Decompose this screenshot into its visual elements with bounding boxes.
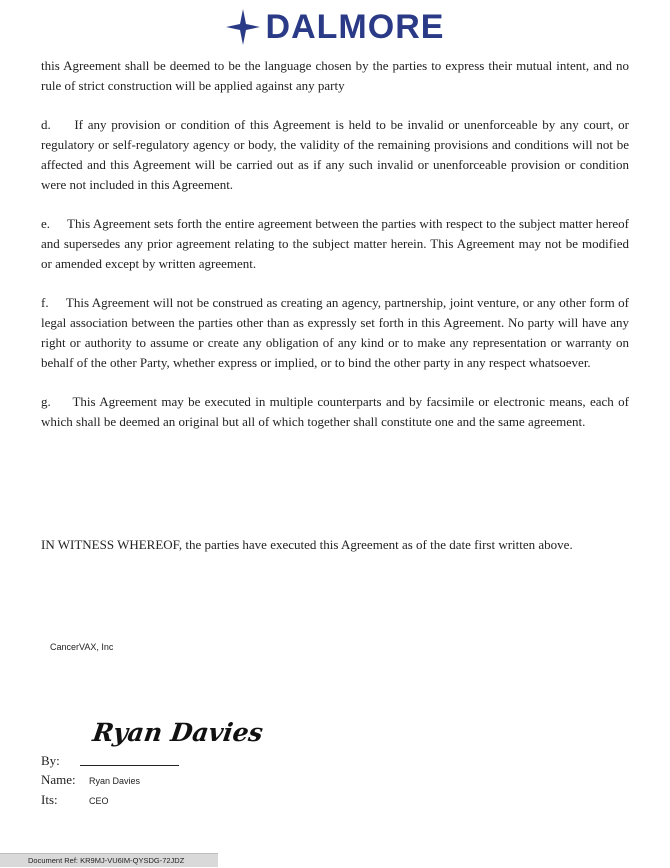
- company-name: CancerVAX, Inc: [50, 642, 114, 652]
- by-label: By:: [41, 753, 60, 768]
- title-label: Its:: [41, 792, 58, 807]
- signature: Ryan Davies: [90, 718, 265, 747]
- document-reference: Document Ref: KR9MJ-VU6IM-QYSDG-72JDZ: [0, 853, 218, 867]
- name-value: Ryan Davies: [89, 776, 141, 786]
- company-logo: [0, 8, 670, 46]
- paragraph-d: d. If any provision or condition of this Agreement is held to be invalid or unenforceable by any court, or regulatory or self-regulatory agency or body, the validity of the remaining provisions and conditions will not be affected and this Agreement will be carried out as if any such invalid or unenforceable provision or condition were not included in this Agreement.: [41, 117, 629, 192]
- title-value: CEO: [89, 796, 109, 806]
- star-icon: [226, 9, 260, 45]
- logo-text: DALMORE: [265, 8, 445, 46]
- paragraph-g: g. This Agreement may be executed in multiple counterparts and by facsimile or electronic means, each of which shall be deemed an original but all of which together shall constitute one and the same agreement.: [41, 394, 629, 429]
- paragraph-continuation: this Agreement shall be deemed to be the language chosen by the parties to express their mutual intent, and no rule of strict construction will be applied against any party: [41, 58, 629, 93]
- paragraph-f: f. This Agreement will not be construed as creating an agency, partnership, joint venture, or any other form of legal association between the parties other than as expressly set forth in this Agreement. No party will have any right or authority to assume or create any obligation of any kind or to make any representation or warranty on behalf of the other Party, whether express or implied, or to bind the other party in any respect whatsoever.: [41, 295, 629, 370]
- witness-statement: IN WITNESS WHEREOF, the parties have executed this Agreement as of the date first written above.: [41, 537, 573, 552]
- paragraph-e: e. This Agreement sets forth the entire agreement between the parties with respect to the subject matter hereof and supersedes any prior agreement relating to the subject matter herein. This Agreement may not be modified or amended except by written agreement.: [41, 216, 629, 271]
- name-label: Name:: [41, 772, 76, 787]
- signature-line: [80, 765, 179, 766]
